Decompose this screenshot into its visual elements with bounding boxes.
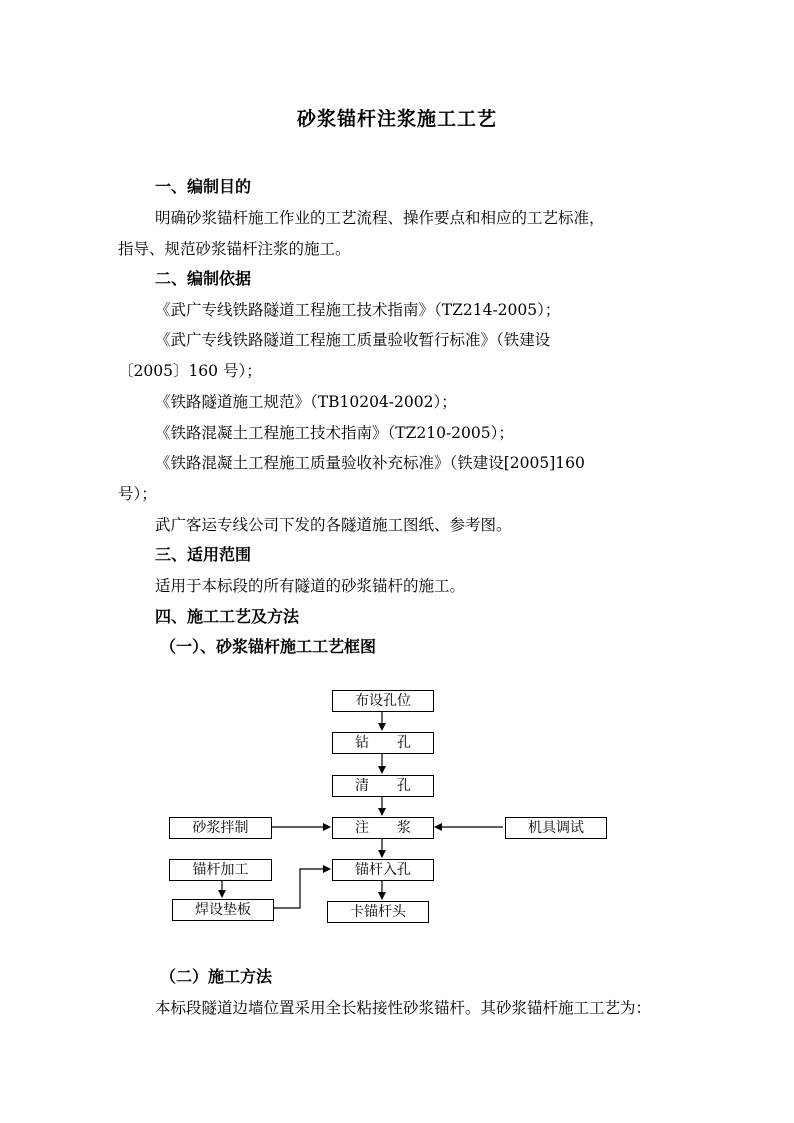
section-heading-3: 三、适用范围: [155, 545, 252, 564]
flow-box-mortar-mix: 砂浆拌制: [169, 817, 272, 839]
flow-box-bolt-process: 锚杆加工: [169, 859, 272, 881]
paragraph: 明确砂浆锚杆施工作业的工艺流程、操作要点和相应的工艺标准，: [155, 209, 605, 227]
reference-item: 《铁路混凝土工程施工质量验收补充标准》（铁建设[2005]160: [155, 454, 585, 472]
reference-item: 武广客运专线公司下发的各隧道施工图纸、参考图。: [155, 516, 512, 534]
reference-item: 《武广专线铁路隧道工程施工技术指南》（TZ214-2005）；: [155, 301, 561, 319]
flow-box-clamp-head: 卡锚杆头: [327, 901, 429, 923]
paragraph: 指导、规范砂浆锚杆注浆的施工。: [118, 240, 351, 258]
section-heading-4: 四、施工工艺及方法: [155, 607, 300, 626]
section-heading-2: 二、编制依据: [155, 269, 252, 288]
flow-box-clean: 清 孔: [332, 775, 434, 797]
flow-box-layout-hole: 布设孔位: [332, 690, 434, 712]
flow-box-bolt-insert: 锚杆入孔: [332, 859, 434, 881]
paragraph: 本标段隧道边墙位置采用全长粘接性砂浆锚杆。其砂浆锚杆施工工艺为：: [155, 999, 652, 1017]
reference-item: 《武广专线铁路隧道工程施工质量验收暂行标准》（铁建设: [155, 331, 551, 349]
subsection-heading: （二）施工方法: [160, 967, 273, 986]
flow-box-drill: 钻 孔: [332, 732, 434, 754]
section-heading-1: 一、编制目的: [155, 177, 252, 196]
flow-box-grout: 注 浆: [332, 817, 434, 839]
page-title: 砂浆锚杆注浆施工工艺: [296, 108, 497, 130]
paragraph: 适用于本标段的所有隧道的砂浆锚杆的施工。: [155, 577, 466, 595]
reference-item: 〔2005〕160 号）；: [118, 362, 262, 380]
reference-item: 《铁路隧道施工规范》（TB10204-2002）；: [155, 393, 457, 411]
reference-item: 《铁路混凝土工程施工技术指南》（TZ210-2005）；: [155, 424, 514, 442]
reference-item: 号）；: [118, 485, 157, 503]
flow-box-machine-debug: 机具调试: [505, 817, 607, 839]
subsection-heading: （一）、砂浆锚杆施工工艺框图: [160, 637, 377, 656]
flow-box-weld-plate: 焊设垫板: [172, 899, 274, 921]
